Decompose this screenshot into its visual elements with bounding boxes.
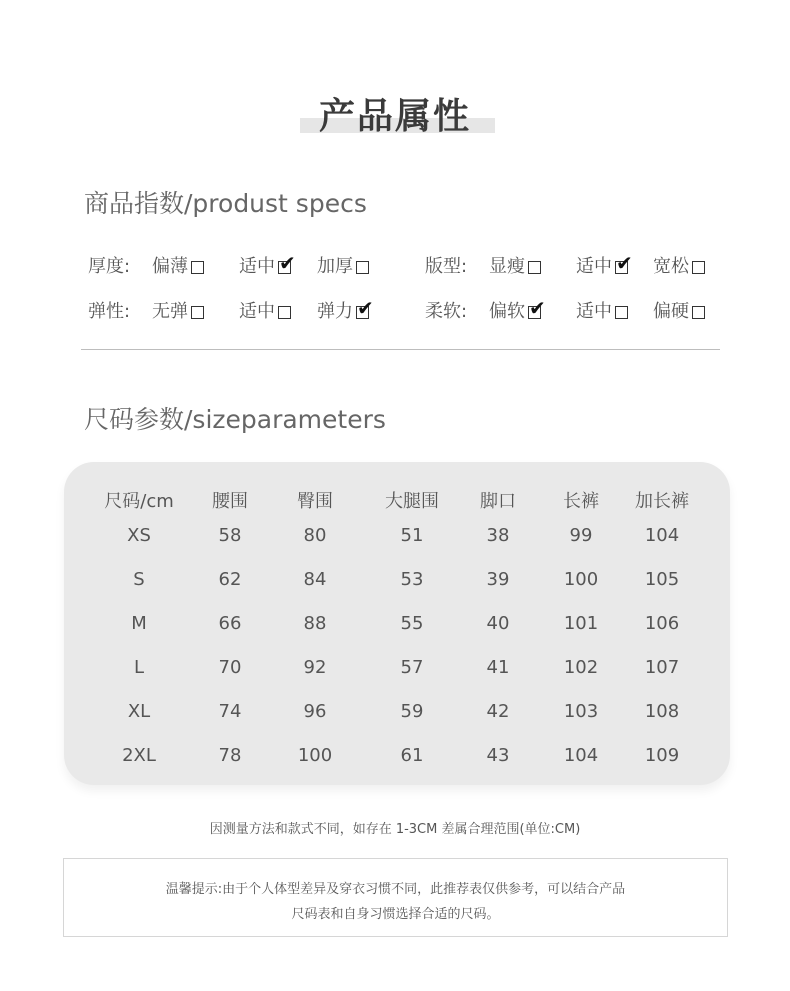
spec-label: 柔软: [425, 301, 468, 322]
size-label-cell: M [131, 613, 147, 634]
spec-option [239, 297, 291, 323]
table-cell: 41 [486, 657, 510, 678]
table-header-cell: 长裤 [563, 491, 599, 512]
table-cell: 96 [303, 701, 327, 722]
spec-option-label: 适中 [576, 256, 612, 277]
table-cell: 101 [563, 613, 599, 634]
checked-checkbox-icon [528, 296, 546, 320]
table-cell: 100 [563, 569, 599, 590]
spec-option [152, 297, 204, 323]
checkbox-icon [528, 261, 541, 274]
table-cell: 66 [218, 613, 242, 634]
spec-option [653, 297, 705, 323]
spec-option-label: 加厚 [317, 256, 353, 277]
size-label-cell: S [133, 569, 145, 590]
checked-checkbox-icon [278, 251, 296, 275]
table-cell: 40 [486, 613, 510, 634]
page-title: 产品属性 [318, 96, 471, 137]
table-cell: 84 [303, 569, 327, 590]
table-cell: 42 [486, 701, 510, 722]
spec-label: 版型: [425, 256, 468, 277]
table-cell: 106 [644, 613, 680, 634]
spec-option-label: 适中 [239, 256, 275, 277]
checkmark-icon: ✔ [529, 296, 546, 320]
table-cell: 59 [400, 701, 424, 722]
table-cell: 78 [218, 745, 242, 766]
page-title-block [0, 84, 790, 144]
spec-option [653, 252, 705, 278]
table-header-cell: 大腿围 [385, 491, 439, 512]
table-cell: 61 [400, 745, 424, 766]
checkbox-icon [191, 261, 204, 274]
spec-option-label: 偏软 [489, 301, 525, 322]
table-cell: 104 [644, 525, 680, 546]
table-cell: 108 [644, 701, 680, 722]
table-header-cell: 尺码/cm [104, 491, 174, 512]
spec-option-label: 无弹 [152, 301, 188, 322]
checkmark-icon: ✔ [279, 251, 296, 275]
size-table [64, 462, 730, 785]
checked-checkbox-icon [615, 251, 633, 275]
table-header-cell: 臀围 [297, 491, 333, 512]
table-cell: 103 [563, 701, 599, 722]
table-cell: 105 [644, 569, 680, 590]
tips-box [63, 858, 728, 937]
spec-option [317, 252, 369, 278]
table-cell: 104 [563, 745, 599, 766]
table-cell: 80 [303, 525, 327, 546]
checkmark-icon: ✔ [616, 251, 633, 275]
table-header-cell: 脚口 [480, 491, 516, 512]
measurement-note: 因测量方法和款式不同，如存在 1-3CM 差属合理范围(单位:CM) [209, 822, 581, 837]
spec-option [576, 251, 633, 278]
spec-option-label: 适中 [239, 301, 275, 322]
spec-row [0, 252, 790, 278]
spec-option-label: 显瘦 [489, 256, 525, 277]
table-cell: 92 [303, 657, 327, 678]
table-header-cell: 加长裤 [635, 491, 689, 512]
checkbox-icon [692, 261, 705, 274]
table-cell: 51 [400, 525, 424, 546]
spec-label: 厚度: [88, 256, 131, 277]
spec-option [152, 252, 204, 278]
table-cell: 88 [303, 613, 327, 634]
spec-label: 弹性: [88, 301, 131, 322]
table-cell: 62 [218, 569, 242, 590]
tips-line-1: 温馨提示:由于个人体型差异及穿衣习惯不同，此推荐表仅供参考，可以结合产品 [165, 882, 626, 897]
spec-option [489, 296, 546, 323]
checkbox-icon [692, 306, 705, 319]
spec-option-label: 偏薄 [152, 256, 188, 277]
table-cell: 53 [400, 569, 424, 590]
spec-option [239, 251, 296, 278]
spec-option-label: 宽松 [653, 256, 689, 277]
section-divider [81, 349, 720, 350]
spec-option [317, 296, 374, 323]
spec-option [576, 297, 628, 323]
checkmark-icon: ✔ [357, 296, 374, 320]
spec-row [0, 297, 790, 323]
table-cell: 107 [644, 657, 680, 678]
size-label-cell: 2XL [122, 745, 156, 766]
table-cell: 102 [563, 657, 599, 678]
size-label-cell: XL [127, 701, 151, 722]
table-cell: 109 [644, 745, 680, 766]
table-header-cell: 腰围 [212, 491, 248, 512]
tips-line-2: 尺码表和自身习惯选择合适的尺码。 [291, 907, 500, 922]
table-cell: 57 [400, 657, 424, 678]
checked-checkbox-icon [356, 296, 374, 320]
table-cell: 43 [486, 745, 510, 766]
checkbox-icon [356, 261, 369, 274]
table-cell: 55 [400, 613, 424, 634]
size-section-title: 尺码参数/sizeparameters [84, 405, 386, 434]
checkbox-icon [278, 306, 291, 319]
spec-option-label: 适中 [576, 301, 612, 322]
table-cell: 39 [486, 569, 510, 590]
checkbox-icon [191, 306, 204, 319]
spec-option-label: 偏硬 [653, 301, 689, 322]
table-cell: 100 [297, 745, 333, 766]
spec-option [489, 252, 541, 278]
spec-section-title: 商品指数/produst specs [84, 189, 367, 218]
table-cell: 74 [218, 701, 242, 722]
spec-option-label: 弹力 [317, 301, 353, 322]
size-label-cell: L [133, 657, 145, 678]
table-cell: 70 [218, 657, 242, 678]
table-cell: 99 [569, 525, 593, 546]
size-label-cell: XS [127, 525, 151, 546]
checkbox-icon [615, 306, 628, 319]
table-cell: 38 [486, 525, 510, 546]
table-cell: 58 [218, 525, 242, 546]
